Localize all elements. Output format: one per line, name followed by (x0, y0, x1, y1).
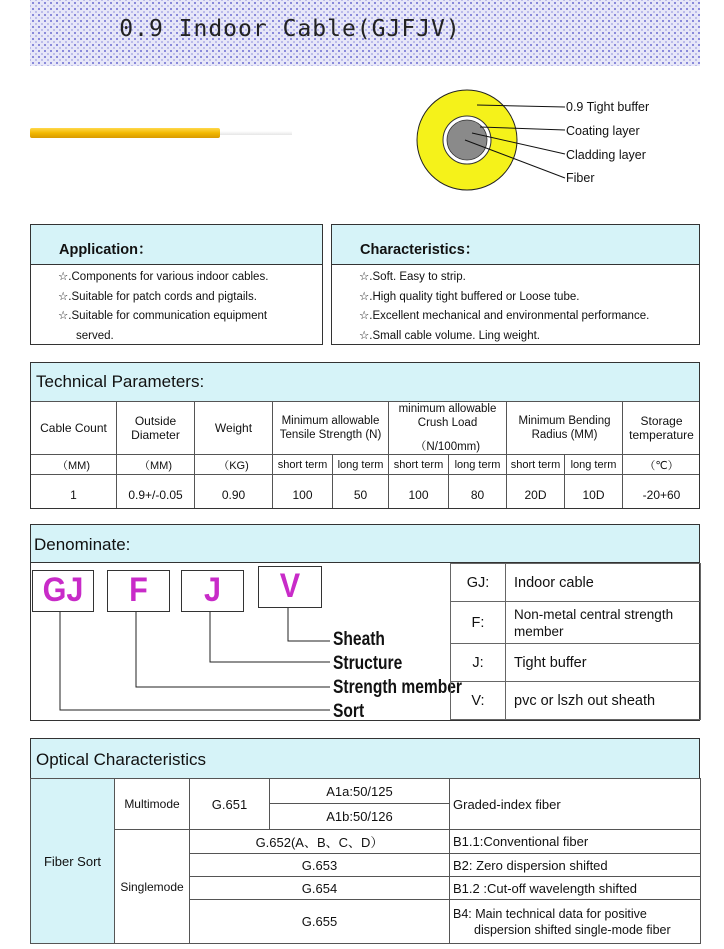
optical-table (30, 778, 701, 944)
optical-panel (30, 738, 700, 778)
code-gj: GJ: (451, 564, 506, 602)
header-outside-diameter: Outside Diameter (117, 402, 195, 455)
fiber-sort-label: Fiber Sort (31, 779, 115, 944)
header-tensile-strength: Minimum allowable Tensile Strength (N) (273, 402, 389, 455)
desc-v: pvc or lszh out sheath (506, 682, 701, 720)
g655-label: G.655 (190, 900, 450, 944)
unit-cable-count: （MM) (31, 455, 117, 475)
value-outside-diameter: 0.9+/-0.05 (117, 475, 195, 510)
b12-desc: B1.2 :Cut-off wavelength shifted (450, 877, 701, 900)
value-weight: 0.90 (195, 475, 273, 510)
application-heading: Application： (59, 242, 153, 258)
header-bending-radius: Minimum Bending Radius (MM) (507, 402, 623, 455)
header-storage-temperature: Storage temperature (623, 402, 700, 455)
g654-label: G.654 (190, 877, 450, 900)
application-item: ☆.Suitable for patch cords and pigtails. (58, 290, 257, 303)
graded-index-desc: Graded-index fiber (450, 779, 701, 830)
characteristics-heading: Characteristics： (360, 242, 480, 258)
unit-outside-diameter: （MM) (117, 455, 195, 475)
characteristics-item: ☆.High quality tight buffered or Loose tube. (359, 290, 580, 303)
characteristics-item: ☆.Soft. Easy to strip. (359, 271, 466, 283)
characteristics-item: ☆.Excellent mechanical and environmental performance. (359, 310, 650, 322)
header-crush-load-label: minimum allowable Crush Load (398, 403, 497, 429)
label-cladding-layer: Cladding layer (566, 148, 646, 162)
bend-long-term: long term (565, 455, 623, 475)
application-item: ☆.Suitable for communication equipment (58, 310, 268, 322)
annotation-sort: Sort (333, 701, 365, 722)
g653-label: G.653 (190, 854, 450, 877)
g652-label: G.652(A、B、C、D） (190, 830, 450, 854)
letter-f: F (129, 571, 148, 609)
unit-weight: （KG) (195, 455, 273, 475)
technical-parameters-title: Technical Parameters: (36, 372, 205, 391)
singlemode-label: Singlemode (115, 830, 190, 944)
value-bend-long: 10D (565, 475, 623, 510)
value-tensile-long: 50 (333, 475, 389, 510)
letter-gj: GJ (42, 571, 84, 609)
desc-j: Tight buffer (506, 644, 701, 682)
b2-desc: B2: Zero dispersion shifted (450, 854, 701, 877)
g651-label: G.651 (190, 779, 270, 830)
value-storage: -20+60 (623, 475, 700, 510)
label-tight-buffer: 0.9 Tight buffer (566, 100, 650, 114)
desc-f: Non-metal central strength member (506, 602, 701, 644)
value-crush-short: 100 (389, 475, 449, 510)
b4-desc-line1: B4: Main technical data for positive (453, 906, 647, 921)
tensile-long-term: long term (333, 455, 389, 475)
code-v: V: (451, 682, 506, 720)
unit-storage: （℃） (623, 455, 700, 475)
b4-desc-line2: dispersion shifted single-mode fiber (474, 922, 671, 937)
value-bend-short: 20D (507, 475, 565, 510)
value-crush-long: 80 (449, 475, 507, 510)
annotation-sheath: Sheath (333, 629, 385, 650)
header-cable-count: Cable Count (31, 402, 117, 455)
a1a-value: A1a:50/125 (270, 779, 450, 804)
optical-title: Optical Characteristics (36, 750, 207, 769)
value-cable-count: 1 (31, 475, 117, 510)
annotation-strength-member: Strength member (333, 677, 462, 698)
crush-long-term: long term (449, 455, 507, 475)
code-f: F: (451, 602, 506, 644)
value-tensile-short: 100 (273, 475, 333, 510)
desc-gj: Indoor cable (506, 564, 701, 602)
multimode-label: Multimode (115, 779, 190, 830)
crush-short-term: short term (389, 455, 449, 475)
denominate-code-table (450, 563, 701, 720)
b11-desc: B1.1:Conventional fiber (450, 830, 701, 854)
header-weight: Weight (195, 402, 273, 455)
application-item: ☆.Components for various indoor cables. (58, 271, 269, 283)
characteristics-item: ☆.Small cable volume. Ling weight. (359, 329, 540, 342)
application-item: served. (76, 329, 114, 342)
a1b-value: A1b:50/126 (270, 804, 450, 830)
page-title: 0.9 Indoor Cable(GJFJV) (119, 16, 461, 42)
label-coating-layer: Coating layer (566, 124, 640, 138)
letter-v: V (279, 567, 301, 605)
denominate-title: Denominate: (34, 535, 131, 554)
bend-short-term: short term (507, 455, 565, 475)
label-fiber: Fiber (566, 171, 595, 185)
code-j: J: (451, 644, 506, 682)
annotation-structure: Structure (333, 653, 403, 674)
optical-header (31, 739, 699, 779)
b4-desc (450, 900, 701, 944)
letter-j: J (203, 571, 222, 609)
tensile-short-term: short term (273, 455, 333, 475)
header-crush-load-unit: （N/100mm) (414, 441, 481, 453)
